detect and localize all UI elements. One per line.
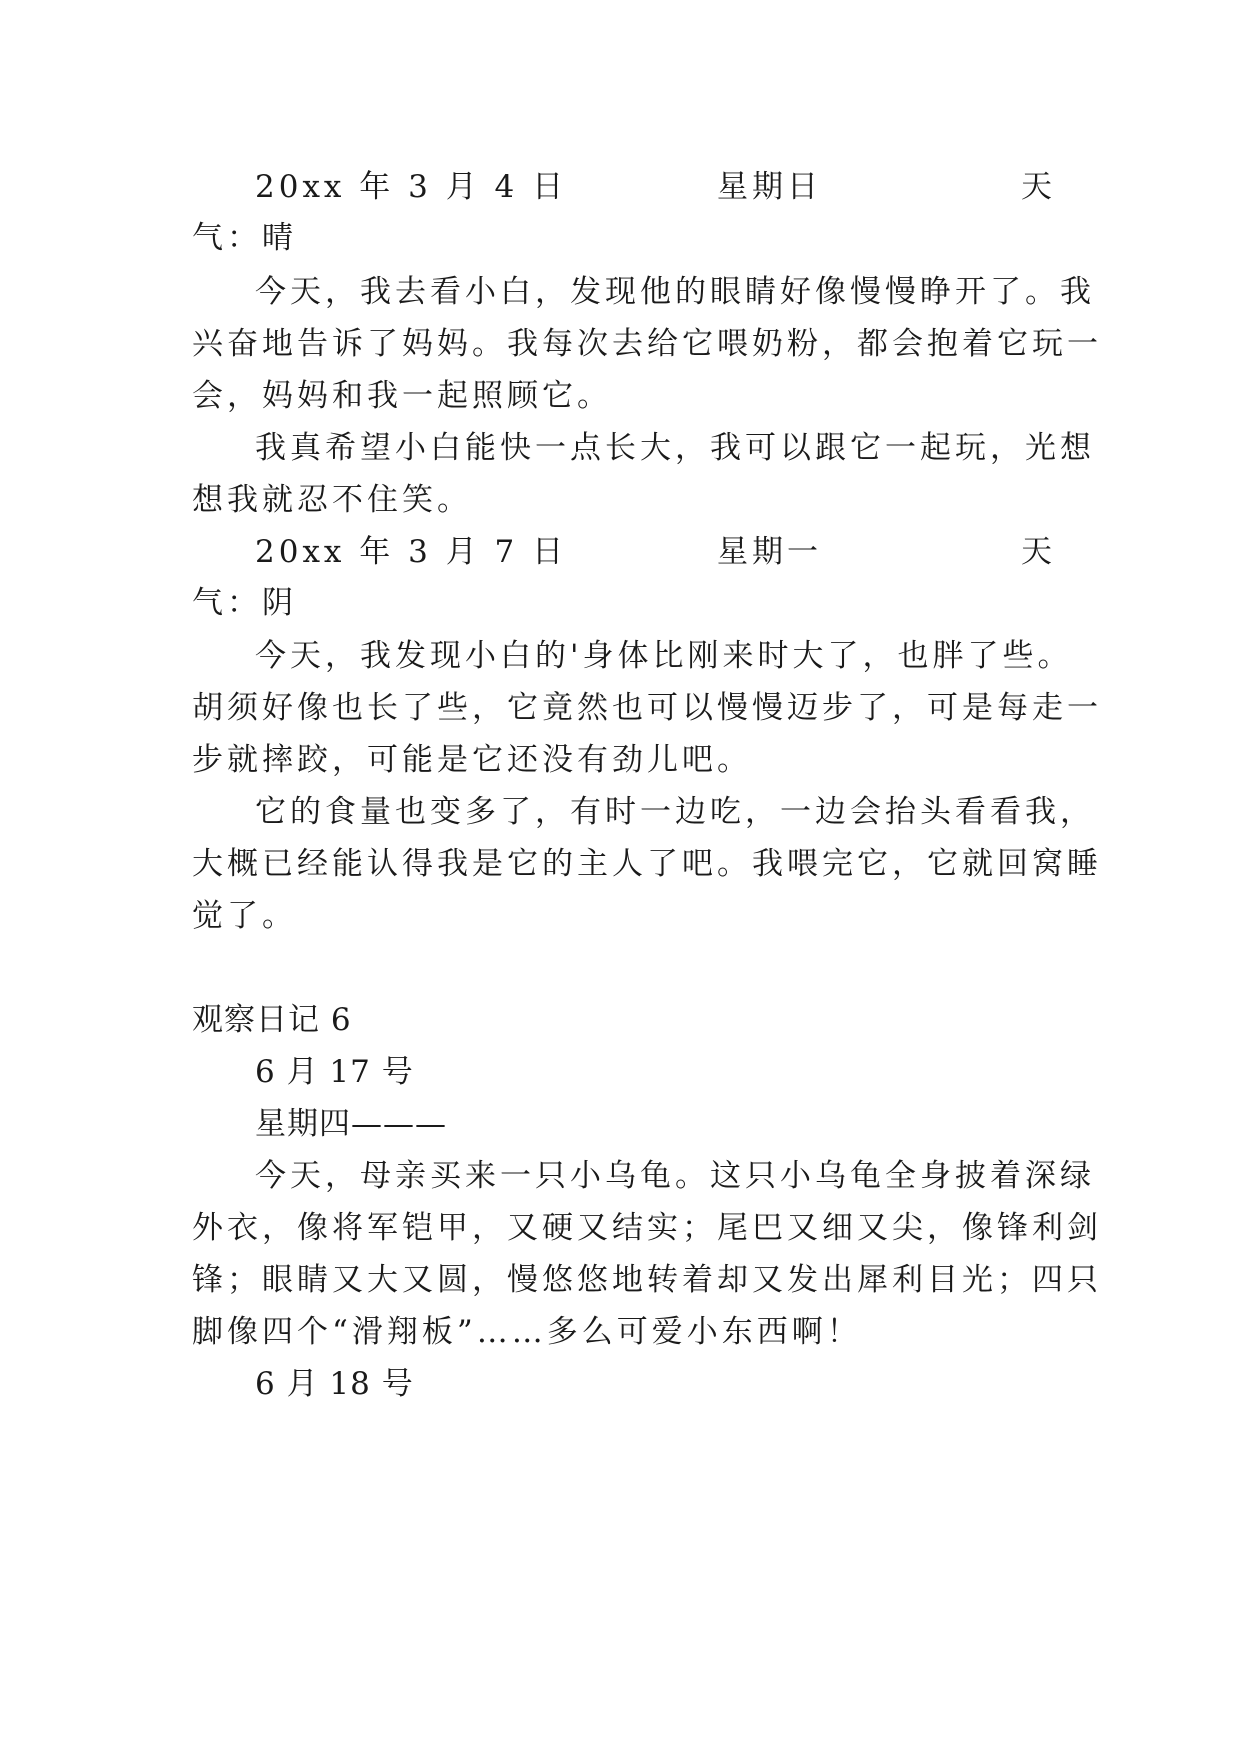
entry-1-header bbox=[192, 167, 1056, 207]
paragraph-line: 今天，我去看小白，发现他的眼睛好像慢慢睁开了。我 bbox=[255, 274, 1095, 310]
paragraph-line: 今天，我发现小白的'身体比刚来时大了，也胖了些。 bbox=[255, 638, 1073, 674]
paragraph-line: 大概已经能认得我是它的主人了吧。我喂完它，它就回窝睡 bbox=[192, 846, 1102, 882]
paragraph-line: 今天，母亲买来一只小乌龟。这只小乌龟全身披着深绿 bbox=[255, 1158, 1095, 1194]
section-weekday-1: 星期四——— bbox=[255, 1106, 447, 1142]
paragraph-line: 想我就忍不住笑。 bbox=[192, 482, 472, 518]
entry-2-weather-label: 天 bbox=[1021, 534, 1056, 570]
entry-2-weather: 气：阴 bbox=[192, 585, 297, 621]
entry-1-weather-label: 天 bbox=[1021, 169, 1056, 205]
section-title: 观察日记 6 bbox=[192, 1002, 352, 1038]
entry-1-weekday: 星期日 bbox=[717, 169, 822, 205]
entry-1-date: 20xx 年 3 月 4 日 bbox=[255, 169, 568, 205]
section-date-1: 6 月 17 号 bbox=[255, 1054, 414, 1090]
section-date-2: 6 月 18 号 bbox=[255, 1366, 414, 1402]
paragraph-line: 步就摔跤，可能是它还没有劲儿吧。 bbox=[192, 742, 752, 778]
paragraph-line: 锋；眼睛又大又圆，慢悠悠地转着却又发出犀利目光；四只 bbox=[192, 1262, 1102, 1298]
entry-1-weather: 气：晴 bbox=[192, 220, 297, 256]
paragraph-line: 它的食量也变多了，有时一边吃，一边会抬头看看我， bbox=[255, 794, 1095, 830]
paragraph-line: 我真希望小白能快一点长大，我可以跟它一起玩，光想 bbox=[255, 430, 1095, 466]
paragraph-line: 胡须好像也长了些，它竟然也可以慢慢迈步了，可是每走一 bbox=[192, 690, 1102, 726]
paragraph-line: 觉了。 bbox=[192, 898, 297, 934]
paragraph-line: 外衣，像将军铠甲，又硬又结实；尾巴又细又尖，像锋利剑 bbox=[192, 1210, 1102, 1246]
paragraph-line: 兴奋地告诉了妈妈。我每次去给它喂奶粉，都会抱着它玩一 bbox=[192, 326, 1102, 362]
entry-2-date: 20xx 年 3 月 7 日 bbox=[255, 534, 568, 570]
paragraph-line: 脚像四个“滑翔板”……多么可爱小东西啊！ bbox=[192, 1314, 862, 1350]
entry-2-header bbox=[192, 532, 1056, 572]
entry-2-weekday: 星期一 bbox=[717, 534, 822, 570]
paragraph-line: 会，妈妈和我一起照顾它。 bbox=[192, 378, 612, 414]
